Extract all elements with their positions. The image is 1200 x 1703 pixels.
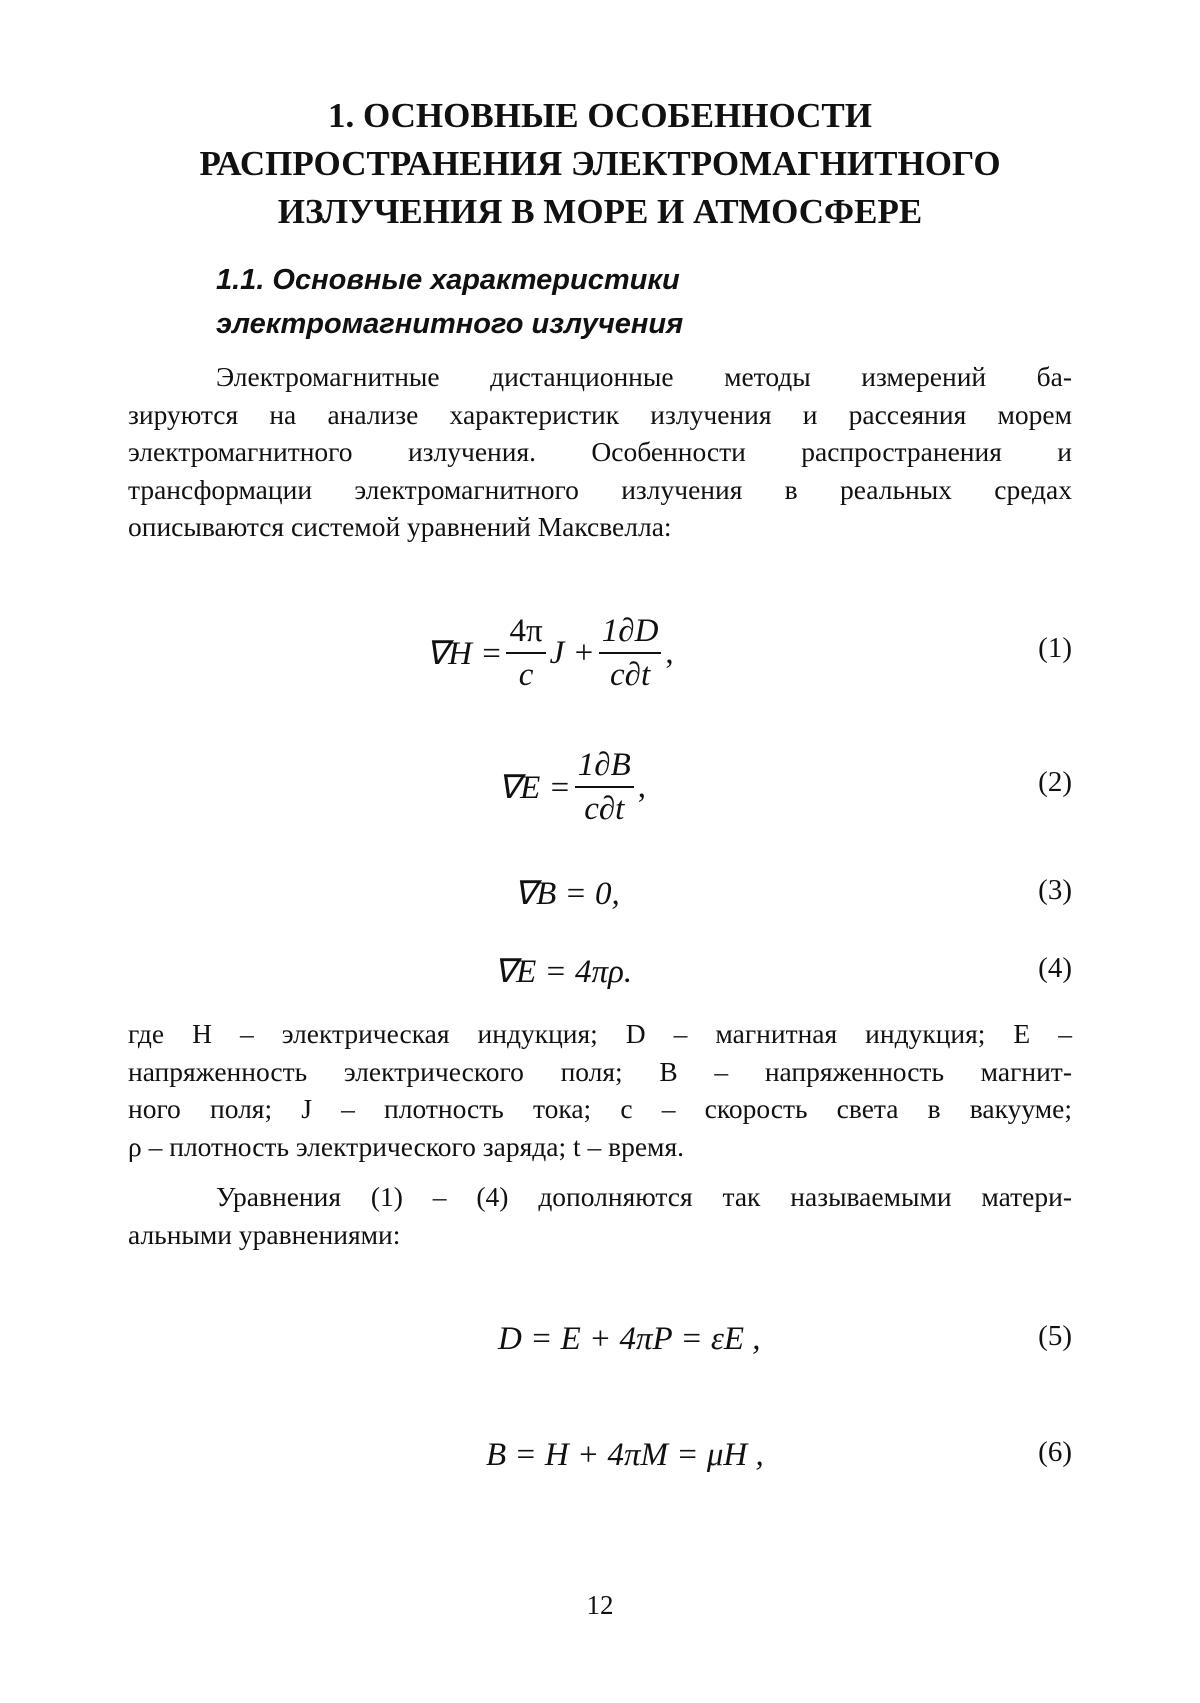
fraction-denominator: c∂t	[610, 657, 651, 693]
equation-1-mid: J +	[549, 634, 595, 671]
paragraph-line: Уравнения (1) – (4) дополняются так называемыми матери-	[216, 1181, 1072, 1212]
chapter-title-line: 1. ОСНОВНЫЕ ОСОБЕННОСТИ	[328, 96, 872, 135]
equation-1	[0, 608, 1200, 698]
chapter-title-line: РАСПРОСТРАНЕНИЯ ЭЛЕКТРОМАГНИТНОГО	[199, 144, 1001, 183]
equation-1-lhs: ∇H =	[426, 636, 503, 672]
fraction-4pi-over-c	[506, 612, 545, 694]
fraction-denominator: c	[518, 657, 534, 693]
chapter-title	[120, 92, 1080, 236]
section-title-line: 1.1. Основные характеристики	[216, 264, 680, 296]
intro-paragraph	[128, 358, 1072, 546]
fraction-denominator: c∂t	[584, 791, 625, 827]
equation-number: (1)	[1038, 632, 1072, 664]
equation-1-formula	[426, 608, 674, 698]
equation-6	[0, 1430, 1200, 1480]
equation-number: (4)	[1038, 952, 1072, 984]
definitions-paragraph	[128, 1015, 1072, 1165]
equation-2	[0, 742, 1200, 832]
equation-number: (5)	[1038, 1320, 1072, 1352]
paragraph-line: ного поля; J – плотность тока; c – скорость света в вакууме;	[128, 1093, 1072, 1124]
equation-1-tail: ,	[665, 634, 674, 671]
equation-2-tail: ,	[637, 768, 646, 805]
chapter-title-line: ИЗЛУЧЕНИЯ В МОРЕ И АТМОСФЕРЕ	[277, 192, 923, 231]
fraction-numerator: 1∂B	[575, 746, 634, 788]
equation-number: (3)	[1038, 874, 1072, 906]
fraction-numerator: 4π	[506, 612, 545, 654]
section-title	[216, 258, 683, 346]
equation-5-formula: D = E + 4πP = εE ,	[498, 1320, 761, 1357]
equation-4-formula: ∇E = 4πρ.	[494, 954, 633, 990]
equation-4	[0, 946, 1200, 996]
fraction-dB-over-cdt	[575, 746, 634, 828]
paragraph-line: ρ – плотность электрического заряда; t – время.	[128, 1130, 684, 1162]
equation-2-formula	[498, 742, 646, 832]
paragraph-line: напряженность электрического поля; B – напряженность магнит-	[128, 1055, 1072, 1087]
paragraph-line: альными уравнениями:	[128, 1218, 401, 1250]
equation-number: (6)	[1038, 1436, 1072, 1468]
paragraph-line: Электромагнитные дистанционные методы измерений ба-	[216, 361, 1072, 392]
paragraph-line: трансформации электромагнитного излучения в реальных средах	[128, 473, 1072, 505]
paragraph-line: описываются системой уравнений Максвелла:	[128, 511, 672, 542]
paragraph-line: зируются на анализе характеристик излучения и рассеяния морем	[128, 398, 1072, 430]
fraction-numerator: 1∂D	[599, 612, 662, 654]
equation-number: (2)	[1038, 766, 1072, 798]
material-paragraph	[128, 1178, 1072, 1253]
equation-2-lhs: ∇E =	[498, 770, 571, 806]
section-title-line: электромагнитного излучения	[216, 308, 684, 340]
equation-6-formula: B = H + 4πM = μH ,	[486, 1436, 764, 1473]
page-number: 12	[586, 1590, 614, 1620]
equation-3	[0, 868, 1200, 918]
fraction-dD-over-cdt	[599, 612, 662, 694]
equation-3-formula: ∇B = 0,	[514, 876, 620, 912]
equation-5	[0, 1314, 1200, 1364]
paragraph-line: где H – электрическая индукция; D – магнитная индукция; E –	[128, 1018, 1072, 1049]
paragraph-line: электромагнитного излучения. Особенности распространения и	[128, 436, 1072, 467]
